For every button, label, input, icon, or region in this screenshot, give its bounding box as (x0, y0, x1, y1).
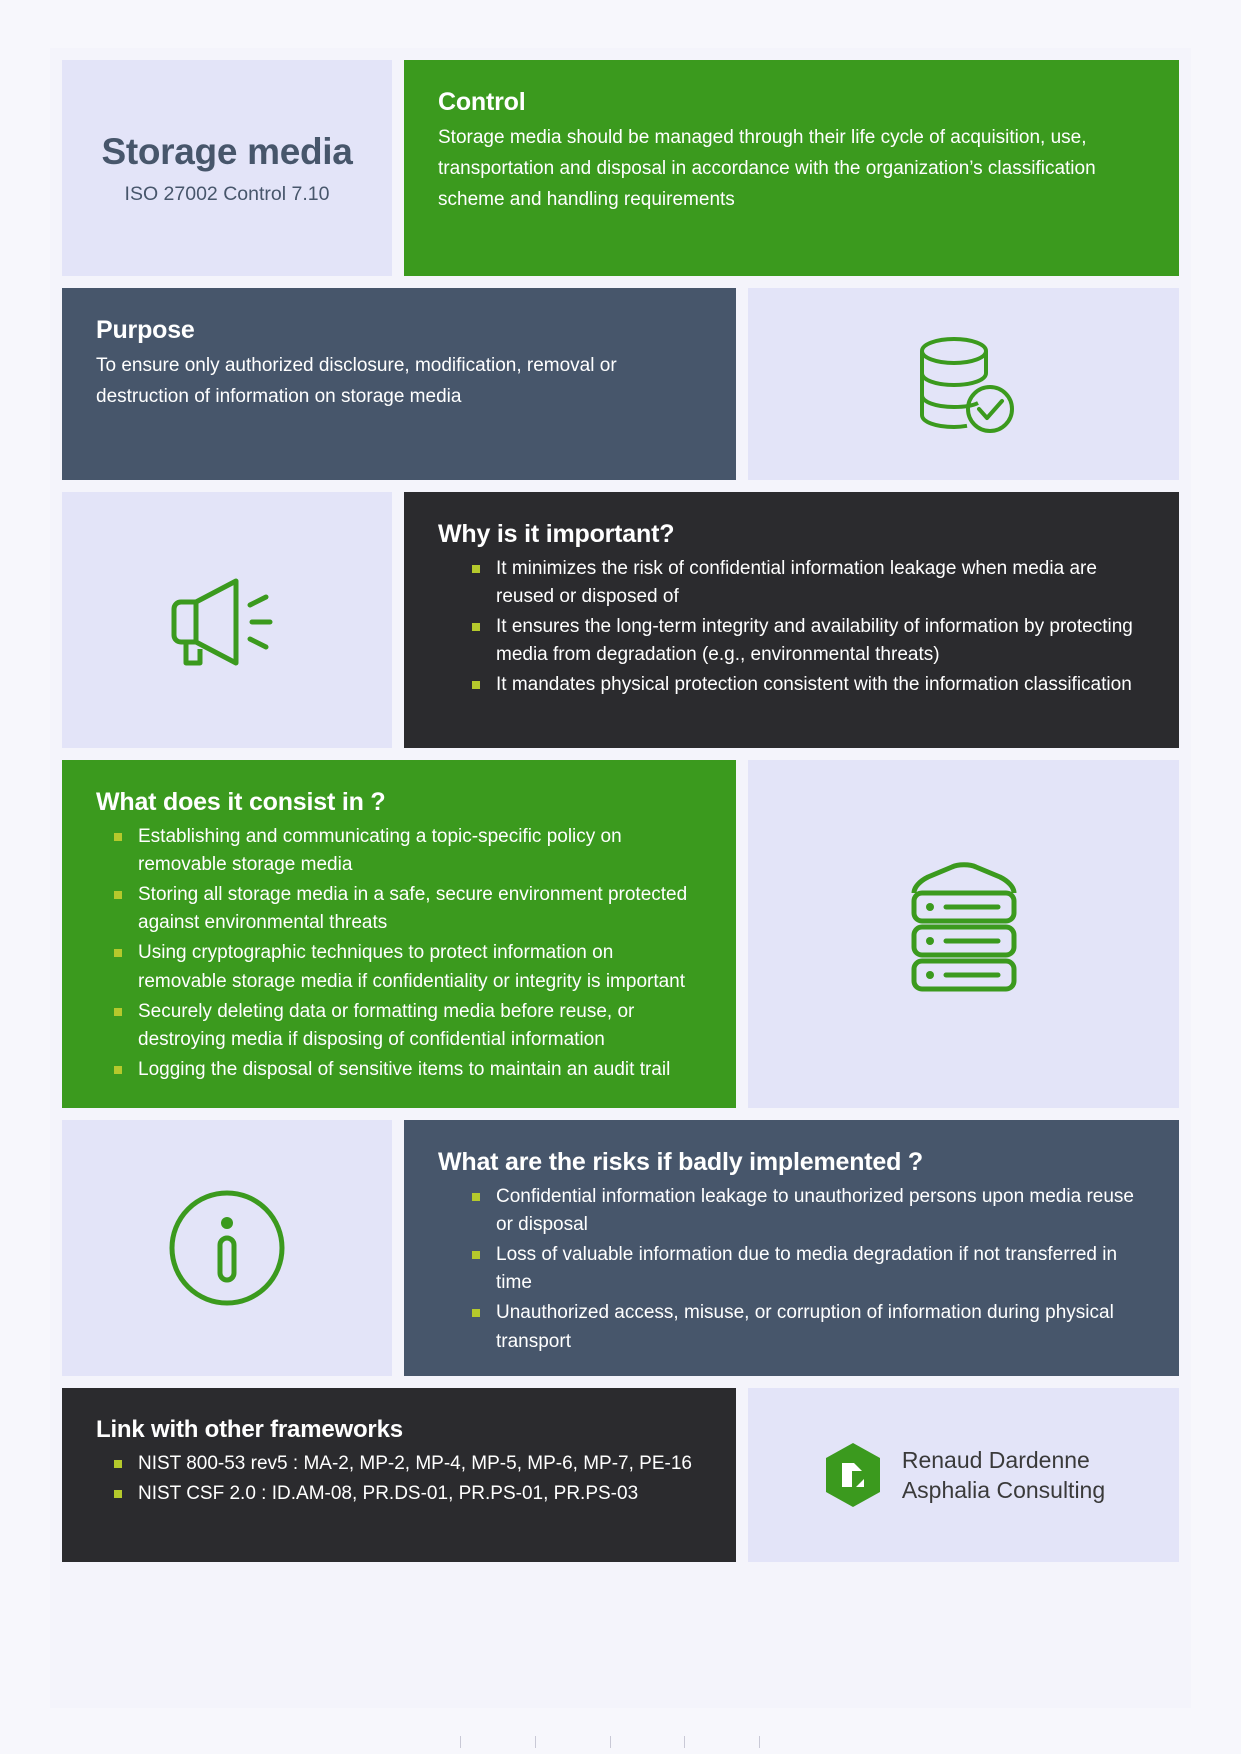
importance-heading: Why is it important? (438, 520, 675, 548)
list-item: NIST CSF 2.0 : ID.AM-08, PR.DS-01, PR.PS-01, PR.PS-03 (136, 1480, 702, 1508)
list-item: Logging the disposal of sensitive items to maintain an audit trail (136, 1056, 702, 1084)
list-item: It mandates physical protection consistent with the information classification (494, 671, 1145, 699)
risks-list (438, 1183, 1145, 1356)
consist-card (62, 760, 736, 1108)
logo-company-name: Asphalia Consulting (901, 1477, 1106, 1503)
content-grid (62, 60, 1179, 1704)
importance-card (404, 492, 1179, 748)
frameworks-list (96, 1450, 702, 1508)
list-item: Using cryptographic techniques to protect information on removable storage media if confidentiality or integrity is important (136, 939, 702, 995)
importance-list (438, 555, 1145, 700)
page-subtitle: ISO 27002 Control 7.10 (124, 182, 330, 205)
info-icon-box (62, 1120, 392, 1376)
asphalia-logo-icon (822, 1441, 884, 1509)
control-text: Storage media should be managed through their life cycle of acquisition, use, transportation and disposal in accordance with the organization’s classification scheme and handling requirements (438, 127, 1096, 210)
logo-author-name: Renaud Dardenne (901, 1446, 1090, 1473)
list-item: Unauthorized access, misuse, or corruption of information during physical transport (494, 1299, 1145, 1355)
list-item: Establishing and communicating a topic-specific policy on removable storage media (136, 823, 702, 879)
frameworks-heading: Link with other frameworks (96, 1416, 403, 1443)
list-item: Confidential information leakage to unauthorized persons upon media reuse or disposal (494, 1183, 1145, 1239)
frameworks-card (62, 1388, 736, 1562)
database-check-icon-box (748, 288, 1179, 480)
footer-marks (460, 1734, 760, 1748)
list-item: It ensures the long-term integrity and availability of information by protecting media from degradation (e.g., environmental threats) (494, 613, 1145, 669)
megaphone-icon (162, 565, 292, 675)
purpose-text: To ensure only authorized disclosure, modification, removal or destruction of information on storage media (96, 355, 617, 407)
control-heading: Control (438, 88, 526, 116)
list-item: NIST 800-53 rev5 : MA-2, MP-2, MP-4, MP-5, MP-6, MP-7, PE-16 (136, 1450, 702, 1478)
control-card (404, 60, 1179, 276)
consist-list (96, 823, 702, 1084)
database-check-icon (904, 329, 1024, 439)
logo-card (748, 1388, 1179, 1562)
megaphone-icon-box (62, 492, 392, 748)
list-item: It minimizes the risk of confidential information leakage when media are reused or disposed of (494, 555, 1145, 611)
server-stack-icon (894, 859, 1034, 1009)
purpose-card (62, 288, 736, 480)
list-item: Loss of valuable information due to media degradation if not transferred in time (494, 1241, 1145, 1297)
title-card (62, 60, 392, 276)
purpose-heading: Purpose (96, 316, 195, 344)
list-item: Storing all storage media in a safe, secure environment protected against environmental threats (136, 881, 702, 937)
risks-heading: What are the risks if badly implemented ? (438, 1148, 923, 1176)
info-circle-icon (162, 1183, 292, 1313)
list-item: Securely deleting data or formatting media before reuse, or destroying media if disposing of confidential information (136, 998, 702, 1054)
risks-card (404, 1120, 1179, 1376)
consist-heading: What does it consist in ? (96, 788, 386, 816)
server-stack-icon-box (748, 760, 1179, 1108)
page-title: Storage media (101, 130, 353, 172)
